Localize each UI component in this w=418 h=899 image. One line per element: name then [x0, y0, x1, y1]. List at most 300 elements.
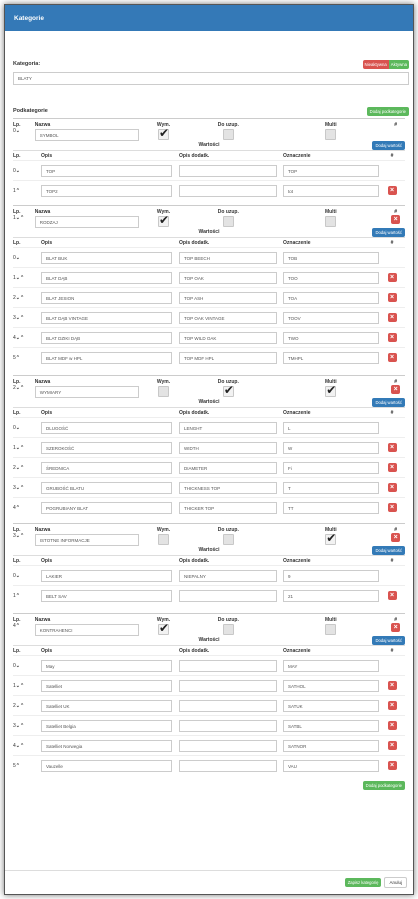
nazwa-input[interactable]: KONTRAHENCI	[35, 624, 139, 636]
opis-input[interactable]: TOP	[41, 165, 172, 177]
oznaczenie-input[interactable]: TT	[283, 502, 379, 514]
value-lp-cell	[13, 445, 41, 451]
lp-cell	[13, 527, 35, 539]
value-row	[13, 457, 405, 477]
value-header-hash: #	[390, 152, 394, 159]
status-active-button[interactable]: Aktywna	[390, 61, 407, 67]
opis-dodatk-input[interactable]: TOP WILD OAK	[179, 332, 277, 344]
oznaczenie-cell	[283, 482, 383, 494]
value-reorder-controls[interactable]	[16, 355, 20, 361]
value-row	[13, 695, 405, 715]
value-row	[13, 180, 405, 200]
value-reorder-controls[interactable]	[16, 335, 24, 341]
arrow-up-icon[interactable]: ⌃	[15, 504, 20, 511]
nazwa-cell	[35, 122, 146, 141]
value-reorder-controls[interactable]	[16, 255, 20, 261]
value-row	[13, 755, 405, 775]
opis-dodatk-cell	[179, 482, 283, 494]
opis-cell	[41, 570, 179, 582]
delete-value-icon[interactable]: ×	[388, 591, 397, 600]
opis-cell	[41, 312, 179, 324]
opis-dodatk-cell	[179, 740, 283, 752]
arrow-up-icon[interactable]: ⌃	[19, 334, 25, 341]
arrow-up-icon[interactable]: ⌃	[19, 385, 25, 391]
lp-value: 0	[13, 128, 16, 134]
delete-subcategory-icon[interactable]: ×	[391, 623, 400, 632]
wym-checkbox[interactable]	[158, 216, 169, 227]
oznaczenie-cell	[283, 570, 383, 582]
reorder-controls[interactable]	[16, 385, 24, 391]
lp-header: Lp.	[13, 617, 21, 623]
value-hash-cell	[383, 186, 401, 195]
value-header-opis: Opis	[41, 647, 53, 654]
value-row	[13, 307, 405, 327]
oznaczenie-input[interactable]: 21	[283, 590, 379, 602]
douz-checkbox[interactable]	[223, 386, 234, 397]
nazwa-input[interactable]: SYMBOL	[35, 129, 139, 141]
douz-checkbox[interactable]	[223, 129, 234, 140]
value-hash-cell	[383, 761, 401, 770]
add-subcategory-button[interactable]: Dodaj podkategorie	[367, 107, 409, 116]
opis-input[interactable]: POGRUBIANY BLAT	[41, 502, 172, 514]
value-row	[13, 160, 405, 180]
lp-cell	[13, 122, 35, 134]
arrow-up-icon[interactable]: ⌃	[19, 533, 25, 539]
arrow-down-icon[interactable]: ⌄	[15, 274, 20, 281]
value-reorder-controls[interactable]	[16, 315, 24, 321]
opis-dodatk-input[interactable]: THICKER TOP	[179, 502, 277, 514]
oznaczenie-input[interactable]: TOO	[283, 272, 379, 284]
value-row	[13, 735, 405, 755]
value-row	[13, 417, 405, 437]
multi-cell	[275, 379, 386, 399]
subcategory-section	[13, 118, 405, 200]
reorder-controls[interactable]	[16, 128, 20, 134]
arrow-down-icon[interactable]: ⌄	[15, 533, 20, 539]
multi-checkbox[interactable]	[325, 624, 336, 635]
value-reorder-controls[interactable]	[16, 593, 20, 599]
delete-value-icon[interactable]: ×	[388, 186, 397, 195]
arrow-up-icon[interactable]: ⌃	[19, 484, 25, 491]
multi-header: Multi	[324, 527, 337, 533]
value-header-opis: Opis	[41, 239, 53, 246]
arrow-down-icon[interactable]: ⌄	[15, 128, 20, 134]
wym-header: Wym.	[156, 209, 171, 215]
multi-cell	[275, 617, 386, 637]
delete-value-icon[interactable]: ×	[388, 273, 397, 282]
hash-header: #	[394, 379, 398, 385]
value-hash-cell	[383, 681, 401, 690]
value-header-oznaczenie: Oznaczenie	[283, 647, 311, 654]
arrow-down-icon[interactable]: ⌄	[15, 572, 20, 579]
opis-dodatk-input[interactable]	[179, 720, 277, 732]
arrow-up-icon[interactable]: ⌃	[15, 354, 20, 361]
wym-header: Wym.	[156, 527, 171, 533]
opis-dodatk-input[interactable]	[179, 680, 277, 692]
value-lp-cell	[13, 255, 41, 261]
value-header-oznaczenie: Oznaczenie	[283, 152, 311, 159]
opis-dodatk-cell	[179, 720, 283, 732]
subcategory-header-row	[13, 614, 405, 635]
arrow-down-icon[interactable]: ⌄	[15, 742, 20, 749]
value-lp: 2	[13, 702, 16, 709]
oznaczenie-input[interactable]: tot	[283, 185, 379, 197]
arrow-up-icon[interactable]: ⌃	[19, 274, 25, 281]
value-reorder-controls[interactable]	[16, 663, 20, 669]
arrow-down-icon[interactable]: ⌄	[15, 444, 20, 451]
douz-checkbox[interactable]	[223, 624, 234, 635]
value-reorder-controls[interactable]	[16, 763, 20, 769]
opis-cell	[41, 740, 179, 752]
arrow-up-icon[interactable]: ⌃	[15, 623, 20, 629]
opis-input[interactable]: BLAT DZIKI DĄB	[41, 332, 172, 344]
opis-input[interactable]: BELT SAV	[41, 590, 172, 602]
opis-input[interactable]: TOP2	[41, 185, 172, 197]
oznaczenie-input[interactable]: TOA	[283, 292, 379, 304]
arrow-down-icon[interactable]: ⌄	[15, 682, 20, 689]
add-value-button[interactable]: Dodaj wartość	[372, 546, 405, 555]
value-hash-cell	[383, 741, 401, 750]
wym-cell	[146, 617, 182, 637]
value-reorder-controls[interactable]	[16, 295, 24, 301]
opis-dodatk-input[interactable]: THICKNESS TOP	[179, 482, 277, 494]
hash-cell	[386, 617, 405, 632]
delete-value-icon[interactable]: ×	[388, 701, 397, 710]
douz-checkbox[interactable]	[223, 534, 234, 545]
nazwa-header: Nazwa	[34, 122, 51, 128]
opis-dodatk-input[interactable]	[179, 185, 277, 197]
opis-dodatk-input[interactable]: LENGHT	[179, 422, 277, 434]
value-reorder-controls[interactable]	[16, 465, 24, 471]
delete-subcategory-icon[interactable]: ×	[391, 215, 400, 224]
reorder-controls[interactable]	[16, 533, 24, 539]
arrow-up-icon[interactable]: ⌃	[19, 742, 25, 749]
opis-dodatk-input[interactable]: WIDTH	[179, 442, 277, 454]
lp-value: 4	[13, 623, 16, 629]
opis-input[interactable]: BLAT BUK	[41, 252, 172, 264]
oznaczenie-input[interactable]: MAY	[283, 660, 379, 672]
opis-dodatk-input[interactable]: DIAMETER	[179, 462, 277, 474]
oznaczenie-cell	[283, 352, 383, 364]
value-lp-cell	[13, 593, 41, 599]
arrow-up-icon[interactable]: ⌃	[19, 464, 25, 471]
arrow-down-icon[interactable]: ⌄	[15, 484, 20, 491]
value-header-opis: Opis	[41, 152, 53, 159]
oznaczenie-cell	[283, 590, 383, 602]
delete-value-icon[interactable]: ×	[388, 293, 397, 302]
status-inactive-button[interactable]: Nieaktywna	[364, 61, 387, 67]
value-row	[13, 477, 405, 497]
values-header	[13, 635, 405, 645]
value-reorder-controls[interactable]	[16, 723, 24, 729]
lp-value-line	[13, 533, 35, 539]
opis-dodatk-input[interactable]: TOP OAK	[179, 272, 277, 284]
opis-input[interactable]: SZEROKOŚĆ	[41, 442, 172, 454]
value-lp-cell	[13, 355, 41, 361]
value-hash-cell	[383, 591, 401, 600]
opis-dodatk-cell	[179, 312, 283, 324]
hash-box	[386, 623, 405, 632]
reorder-controls[interactable]	[16, 215, 24, 221]
opis-dodatk-cell	[179, 272, 283, 284]
value-lp: 3	[13, 722, 16, 729]
value-lp: 3	[13, 484, 16, 491]
opis-input[interactable]: May	[41, 660, 172, 672]
add-value-button[interactable]: Dodaj wartość	[372, 228, 405, 237]
oznaczenie-cell	[283, 292, 383, 304]
value-reorder-controls[interactable]	[16, 703, 24, 709]
arrow-down-icon[interactable]: ⌄	[15, 464, 20, 471]
values-column-headers	[13, 555, 405, 565]
arrow-down-icon[interactable]: ⌄	[15, 167, 20, 174]
opis-dodatk-input[interactable]	[179, 165, 277, 177]
opis-dodatk-input[interactable]: TOP OAK VINTAGE	[179, 312, 277, 324]
arrow-up-icon[interactable]: ⌃	[19, 294, 25, 301]
opis-input[interactable]: Satelliet	[41, 680, 172, 692]
value-reorder-controls[interactable]	[16, 485, 24, 491]
oznaczenie-input[interactable]: SATHOL	[283, 680, 379, 692]
oznaczenie-input[interactable]: TMHPL	[283, 352, 379, 364]
value-reorder-controls[interactable]	[16, 168, 20, 174]
delete-value-icon[interactable]: ×	[388, 483, 397, 492]
value-row	[13, 655, 405, 675]
save-category-button[interactable]: Zapisz kategorię	[345, 878, 382, 887]
value-hash-cell	[383, 701, 401, 710]
opis-dodatk-cell	[179, 442, 283, 454]
multi-checkbox[interactable]	[325, 216, 336, 227]
value-reorder-controls[interactable]	[16, 573, 20, 579]
subcategory-section	[13, 205, 405, 367]
multi-header: Multi	[324, 209, 337, 215]
wym-checkbox[interactable]	[158, 534, 169, 545]
oznaczenie-cell	[283, 462, 383, 474]
delete-value-icon[interactable]: ×	[388, 721, 397, 730]
oznaczenie-input[interactable]: TOOV	[283, 312, 379, 324]
add-value-button[interactable]: Dodaj wartość	[372, 141, 405, 150]
arrow-down-icon[interactable]: ⌄	[15, 424, 20, 431]
opis-cell	[41, 165, 179, 177]
oznaczenie-cell	[283, 740, 383, 752]
value-lp-cell	[13, 168, 41, 174]
opis-dodatk-input[interactable]: TOP ASH	[179, 292, 277, 304]
subcategory-header-row	[13, 119, 405, 140]
arrow-down-icon[interactable]: ⌄	[15, 254, 20, 261]
value-row	[13, 437, 405, 457]
delete-subcategory-icon[interactable]: ×	[391, 533, 400, 542]
arrow-down-icon[interactable]: ⌄	[15, 334, 20, 341]
add-subcategory-button-bottom[interactable]: Dodaj podkategorie	[363, 781, 405, 790]
multi-checkbox[interactable]	[325, 129, 336, 140]
opis-input[interactable]: Satelliet Norwegia	[41, 740, 172, 752]
value-row	[13, 715, 405, 735]
kategoria-input[interactable]: BLATY	[13, 72, 409, 85]
delete-value-icon[interactable]: ×	[388, 443, 397, 452]
opis-dodatk-input[interactable]	[179, 660, 277, 672]
category-modal	[4, 4, 414, 895]
value-reorder-controls[interactable]	[16, 743, 24, 749]
nazwa-cell	[35, 527, 146, 546]
oznaczenie-input[interactable]: W	[283, 442, 379, 454]
value-lp-cell	[13, 295, 41, 301]
opis-input[interactable]: Satelliet UK	[41, 700, 172, 712]
value-lp-cell	[13, 573, 41, 579]
wym-checkbox[interactable]	[158, 624, 169, 635]
nazwa-input[interactable]: RODZAJ	[35, 216, 139, 228]
oznaczenie-input[interactable]: 9	[283, 570, 379, 582]
opis-cell	[41, 590, 179, 602]
add-value-button[interactable]: Dodaj wartość	[372, 636, 405, 645]
lp-value-line	[13, 623, 35, 629]
oznaczenie-input[interactable]: TOB	[283, 252, 379, 264]
multi-checkbox[interactable]	[325, 386, 336, 397]
opis-dodatk-input[interactable]: TOP BEECH	[179, 252, 277, 264]
value-hash-cell	[383, 463, 401, 472]
arrow-down-icon[interactable]: ⌄	[15, 215, 20, 221]
opis-dodatk-input[interactable]: TOP MDF HPL	[179, 352, 277, 364]
delete-subcategory-icon[interactable]: ×	[391, 385, 400, 394]
values-header	[13, 545, 405, 555]
opis-dodatk-cell	[179, 165, 283, 177]
values-column-headers	[13, 237, 405, 247]
hash-cell	[386, 209, 405, 224]
value-header-hash: #	[390, 557, 394, 564]
opis-input[interactable]: ŚREDNICA	[41, 462, 172, 474]
opis-cell	[41, 760, 179, 772]
arrow-up-icon[interactable]: ⌃	[19, 702, 25, 709]
cancel-button[interactable]: Anuluj	[384, 877, 407, 888]
opis-input[interactable]: Vauzelle	[41, 760, 172, 772]
arrow-down-icon[interactable]: ⌄	[15, 722, 20, 729]
delete-value-icon[interactable]: ×	[388, 353, 397, 362]
lp-value-line	[13, 385, 35, 391]
arrow-down-icon[interactable]: ⌄	[15, 702, 20, 709]
opis-dodatk-input[interactable]: NIEPALNY	[179, 570, 277, 582]
hash-header: #	[394, 617, 398, 623]
opis-dodatk-input[interactable]	[179, 700, 277, 712]
delete-value-icon[interactable]: ×	[388, 463, 397, 472]
delete-value-icon[interactable]: ×	[388, 333, 397, 342]
value-hash-cell	[383, 353, 401, 362]
opis-dodatk-input[interactable]	[179, 590, 277, 602]
value-header-lp: Lp.	[13, 557, 21, 564]
arrow-down-icon[interactable]: ⌄	[15, 662, 20, 669]
arrow-up-icon[interactable]: ⌃	[19, 215, 25, 221]
opis-input[interactable]: BLAT DĄB	[41, 272, 172, 284]
oznaczenie-input[interactable]: SATUK	[283, 700, 379, 712]
value-lp: 2	[13, 464, 16, 471]
delete-value-icon[interactable]: ×	[388, 503, 397, 512]
opis-input[interactable]: BLAT DĄB VINTAGE	[41, 312, 172, 324]
oznaczenie-cell	[283, 502, 383, 514]
subcategory-header-row	[13, 376, 405, 397]
oznaczenie-input[interactable]: SATBL	[283, 720, 379, 732]
value-row	[13, 497, 405, 517]
opis-input[interactable]: LAKIER	[41, 570, 172, 582]
douz-header: Do uzup.	[217, 617, 239, 623]
opis-input[interactable]: GRUBOŚĆ BLATU	[41, 482, 172, 494]
opis-dodatk-cell	[179, 680, 283, 692]
oznaczenie-cell	[283, 165, 383, 177]
arrow-up-icon[interactable]: ⌃	[15, 592, 20, 599]
value-lp: 4	[13, 742, 16, 749]
douz-header: Do uzup.	[217, 379, 239, 385]
delete-value-icon[interactable]: ×	[388, 681, 397, 690]
oznaczenie-cell	[283, 332, 383, 344]
arrow-down-icon[interactable]: ⌄	[15, 294, 20, 301]
nazwa-input[interactable]: WYMIARY	[35, 386, 139, 398]
delete-value-icon[interactable]: ×	[388, 761, 397, 770]
oznaczenie-input[interactable]: TWO	[283, 332, 379, 344]
value-reorder-controls[interactable]	[16, 445, 24, 451]
arrow-up-icon[interactable]: ⌃	[19, 722, 25, 729]
opis-dodatk-input[interactable]	[179, 760, 277, 772]
douz-checkbox[interactable]	[223, 216, 234, 227]
oznaczenie-input[interactable]: L	[283, 422, 379, 434]
multi-checkbox[interactable]	[325, 534, 336, 545]
hash-header: #	[394, 527, 398, 533]
oznaczenie-input[interactable]: TOP	[283, 165, 379, 177]
oznaczenie-input[interactable]: SATNOR	[283, 740, 379, 752]
opis-cell	[41, 352, 179, 364]
opis-dodatk-cell	[179, 462, 283, 474]
wym-cell	[146, 209, 182, 229]
status-toggle[interactable]	[363, 60, 409, 69]
opis-dodatk-input[interactable]	[179, 740, 277, 752]
wym-checkbox[interactable]	[158, 386, 169, 397]
wym-header: Wym.	[156, 122, 171, 128]
delete-value-icon[interactable]: ×	[388, 741, 397, 750]
value-hash-cell	[383, 483, 401, 492]
value-lp: 0	[13, 254, 16, 261]
lp-cell	[13, 209, 35, 221]
reorder-controls[interactable]	[16, 623, 20, 629]
value-hash-cell	[383, 443, 401, 452]
arrow-down-icon[interactable]: ⌄	[15, 385, 20, 391]
value-reorder-controls[interactable]	[16, 188, 20, 194]
delete-value-icon[interactable]: ×	[388, 313, 397, 322]
wym-checkbox[interactable]	[158, 129, 169, 140]
value-reorder-controls[interactable]	[16, 505, 20, 511]
oznaczenie-input[interactable]: Fi	[283, 462, 379, 474]
arrow-up-icon[interactable]: ⌃	[19, 314, 25, 321]
value-reorder-controls[interactable]	[16, 275, 24, 281]
value-hash-cell	[383, 721, 401, 730]
opis-input[interactable]: BLAT JESION	[41, 292, 172, 304]
value-reorder-controls[interactable]	[16, 683, 24, 689]
arrow-up-icon[interactable]: ⌃	[15, 762, 20, 769]
opis-input[interactable]: BLAT MDF w HPL	[41, 352, 172, 364]
opis-dodatk-cell	[179, 292, 283, 304]
value-row	[13, 565, 405, 585]
multi-cell	[275, 122, 386, 142]
opis-cell	[41, 185, 179, 197]
value-lp-cell	[13, 465, 41, 471]
arrow-down-icon[interactable]: ⌄	[15, 314, 20, 321]
opis-dodatk-cell	[179, 700, 283, 712]
nazwa-input[interactable]: ISTOTNE INFORMACJE	[35, 534, 139, 546]
arrow-up-icon[interactable]: ⌃	[15, 187, 20, 194]
value-reorder-controls[interactable]	[16, 425, 20, 431]
oznaczenie-cell	[283, 680, 383, 692]
arrow-up-icon[interactable]: ⌃	[19, 444, 25, 451]
oznaczenie-input[interactable]: T	[283, 482, 379, 494]
opis-input[interactable]: Satelliet Belgia	[41, 720, 172, 732]
opis-input[interactable]: DLUGOŚĆ	[41, 422, 172, 434]
values-column-headers	[13, 150, 405, 160]
oznaczenie-input[interactable]: VAU	[283, 760, 379, 772]
add-value-button[interactable]: Dodaj wartość	[372, 398, 405, 407]
arrow-up-icon[interactable]: ⌃	[19, 682, 25, 689]
